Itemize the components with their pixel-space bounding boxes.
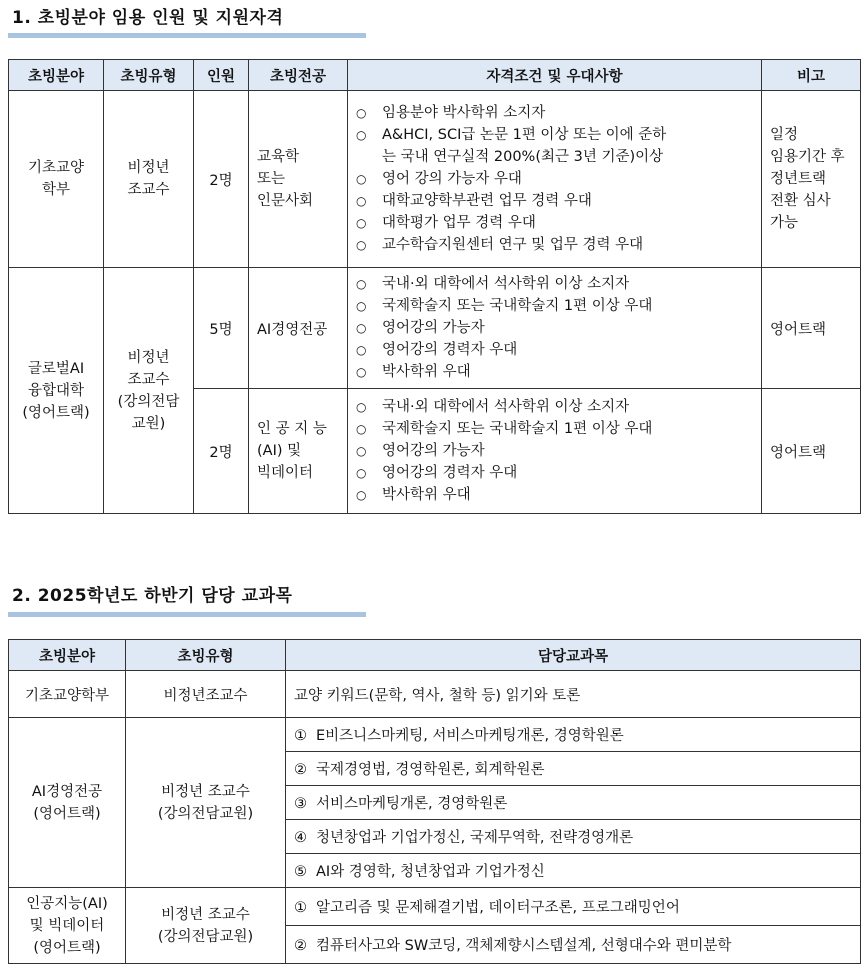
type-cell [126,888,286,964]
type-line: 조교수 [127,182,170,198]
field-cell [9,718,126,888]
qualification-item: ○ A&HCI, SCI급 논문 1편 이상 또는 이에 준하 [356,124,755,146]
course-item [286,786,861,820]
qualifications-cell [348,389,762,514]
major-line: 교육학 [257,149,300,165]
header-note: 비고 [762,60,861,91]
course-number: ① [294,900,307,916]
header-qualifications: 자격조건 및 우대사항 [348,60,762,91]
table-row [9,671,861,718]
course-text: 국제경영법, 경영학원론, 회계학원론 [316,762,545,778]
course-text: AI와 경영학, 청년창업과 기업가정신 [316,864,545,880]
major-line: 인 공 지 능 [257,421,327,437]
qualification-item: ○ 영어강의 경력자 우대 [356,339,755,361]
qualification-item: ○ 대학교양학부관련 업무 경력 우대 [356,190,755,212]
type-line: 비정년 조교수 [161,906,250,923]
recruitment-table [8,59,861,514]
course-item [286,820,861,854]
course-item [286,888,861,926]
major-cell: AI경영전공 [249,268,348,389]
type-cell [104,268,194,514]
header-courses: 담당교과목 [286,640,861,671]
table-row [9,888,861,926]
field-line: 및 빅데이터 [29,917,105,934]
section1-title: 1. 초빙분야 임용 인원 및 지원자격 [12,8,284,28]
qualification-item: ○ 박사학위 우대 [356,361,755,383]
table-row [9,718,861,752]
qualification-item: ○ 영어강의 가능자 [356,440,755,462]
qualification-item: ○ 영어강의 가능자 [356,317,755,339]
course-text: 청년창업과 기업가정신, 국제무역학, 전략경영개론 [316,830,634,846]
field-cell [9,268,104,514]
type-line: 비정년 [127,349,170,366]
type-line: 비정년 조교수 [161,783,250,800]
course-text: E비즈니스마케팅, 서비스마케팅개론, 경영학원론 [316,728,624,744]
course-text: 컴퓨터사고와 SW코딩, 객체제향시스템설계, 선형대수와 편미분학 [316,938,732,954]
field-cell: 기초교양학부 [9,671,126,718]
table-row [9,91,861,268]
field-line: (영어트랙) [33,939,101,956]
table-header-row [9,640,861,671]
count-cell: 2명 [194,91,249,268]
field-line: 학부 [41,182,70,198]
major-line: 또는 [257,171,286,187]
field-line: 기초교양 [27,160,85,176]
note-cell: 영어트랙 [762,389,861,514]
header-major: 초빙전공 [249,60,348,91]
type-line: 비정년 [127,160,170,176]
field-cell [9,888,126,964]
note-line: 가능 [770,215,799,231]
course-number: ② [294,762,307,778]
section2-title: 2. 2025학년도 하반기 담당 교과목 [12,586,293,606]
course-item [286,854,861,888]
type-cell: 비정년조교수 [126,671,286,718]
table-header-row [9,60,861,91]
type-cell [126,718,286,888]
qualifications-cell [348,91,762,268]
field-line: 융합대학 [27,382,85,399]
qualification-item: ○ 대학평가 업무 경력 우대 [356,212,755,234]
qualification-item: ○ 영어강의 경력자 우대 [356,462,755,484]
course-number: ① [294,728,307,744]
course-item [286,926,861,964]
count-cell: 2명 [194,389,249,514]
major-line: 빅데이터 [257,465,314,481]
type-line: 교원) [131,415,166,432]
type-line: (강의전담 [117,393,180,410]
field-cell [9,91,104,268]
courses-table [8,639,861,964]
course-number: ③ [294,796,307,812]
note-line: 일정 [770,127,799,143]
qualifications-cell [348,268,762,389]
major-line: 인문사회 [257,193,314,209]
section2-underline [8,612,366,617]
type-cell [104,91,194,268]
qualification-item-cont: 는 국내 연구실적 200%(최근 3년 기준)이상 [382,149,664,165]
major-line: (AI) 및 [257,443,302,459]
qualification-item: ○ 박사학위 우대 [356,484,755,506]
course-text: 서비스마케팅개론, 경영학원론 [316,796,508,812]
field-line: (영어트랙) [22,404,90,421]
qualification-item: ○ 교수학습지원센터 연구 및 업무 경력 우대 [356,234,755,256]
major-cell [249,91,348,268]
note-line: 전환 심사 [770,193,831,209]
note-cell: 영어트랙 [762,268,861,389]
field-line: 인공지능(AI) [26,895,108,912]
note-cell [762,91,861,268]
type-line: (강의전담교원) [157,805,254,822]
table-row [9,268,861,389]
qualification-item: ○ 국내·외 대학에서 석사학위 이상 소지자 [356,273,755,295]
section1-underline [8,33,366,38]
course-item [286,752,861,786]
note-line: 정년트랙 [770,171,827,187]
header-field: 초빙분야 [9,60,104,91]
header-type: 초빙유형 [104,60,194,91]
note-line: 임용기간 후 [770,149,845,165]
qualification-item: ○ 영어 강의 가능자 우대 [356,168,755,190]
header-type: 초빙유형 [126,640,286,671]
major-cell [249,389,348,514]
qualification-item: ○ 국제학술지 또는 국내학술지 1편 이상 우대 [356,418,755,440]
course-number: ④ [294,830,307,846]
header-field: 초빙분야 [9,640,126,671]
course-number: ② [294,938,307,954]
qualification-item: ○ 국제학술지 또는 국내학술지 1편 이상 우대 [356,295,755,317]
course-number: ⑤ [294,864,307,880]
field-line: 글로벌AI [27,360,85,377]
course-text: 알고리즘 및 문제해결기법, 데이터구조론, 프로그래밍언어 [316,900,680,916]
courses-cell: 교양 키워드(문학, 역사, 철학 등) 읽기와 토론 [286,671,861,718]
qualification-item: ○ 임용분야 박사학위 소지자 [356,102,755,124]
qualification-item: ○ 국내·외 대학에서 석사학위 이상 소지자 [356,396,755,418]
type-line: (강의전담교원) [157,928,254,945]
count-cell: 5명 [194,268,249,389]
type-line: 조교수 [127,371,170,388]
field-line: (영어트랙) [33,805,101,822]
field-line: AI경영전공 [31,783,103,800]
course-item [286,718,861,752]
header-count: 인원 [194,60,249,91]
